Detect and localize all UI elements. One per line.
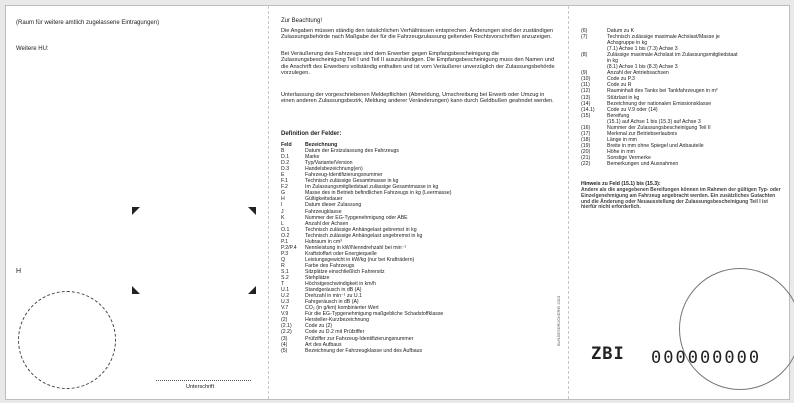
field-description: Datum zu K (607, 28, 635, 34)
field-code: (2.2) (281, 329, 292, 336)
field-code: F.1 (281, 178, 288, 185)
field-code: (9) (581, 70, 588, 77)
field-description: Rauminhalt des Tanks bei Tankfahrzeugen in m³ (607, 88, 718, 95)
field-description: Für die EG-Typgenehmigung maßgebliche Schadstoffklasse (305, 311, 444, 318)
field-description: Anzahl der Achsen (305, 220, 349, 227)
field-code: (17) (581, 130, 591, 137)
field-description: Code zu V.9 oder (14) (607, 106, 658, 113)
field-code: (21) (581, 154, 591, 161)
field-description: (7.1) Achse 1 bis (7.3) Achse 3 (607, 46, 678, 53)
field-definition-rows (281, 148, 557, 354)
field-code: (5) (281, 347, 288, 354)
field-description: Im Zulassungsmitgliedstaat zulässige Gesamtmasse in kg (305, 184, 439, 191)
field-description: Drehzahl in min⁻¹ zu U.1 (305, 293, 362, 300)
field-code: (22) (581, 161, 591, 168)
field-description: Bezeichnung der nationalen Emissionsklasse (607, 100, 712, 107)
field-description: Datum der Erstzulassung des Fahrzeugs (305, 148, 399, 155)
field-description: Merkmal zur Betriebserlaubnis (607, 130, 678, 137)
field-code: O.2 (281, 232, 290, 239)
field-code: U.2 (281, 293, 290, 300)
field-description: Code zu P.3 (607, 76, 635, 83)
field-description: (15.1) auf Achse 1 bis (15.3) auf Achse 3 (607, 118, 701, 125)
document-number: 000000000 (651, 348, 762, 368)
field-row (581, 161, 785, 167)
field-code: L (281, 220, 284, 227)
field-description: Technisch zulässige maximale Achslast/Masse je (607, 34, 720, 41)
field-description: Handelsbezeichnung(en) (305, 166, 363, 173)
notice-paragraph-2: Bei Veräußerung des Fahrzeugs sind dem Erwerber gegen Empfangsbescheinigung die Zulassungsbescheinigung Teil I und Teil II auszuhändigen. Die Empfangsbescheinigung muss den Namen und die Anschrift des Erwerbers vollständig enthalten und ist vom Veräußerer unverzüglich der Zulassungsbehörde vorzulegen. (281, 51, 555, 77)
field-description: Code zu D.2 mit Prüfziffer (305, 329, 365, 336)
field-code: (18) (581, 136, 591, 143)
stamp-circle (18, 291, 116, 389)
further-hu-label: Weitere HU: (16, 46, 49, 52)
field-code: D.2 (281, 160, 290, 167)
field-description: Masse des in Betrieb befindlichen Fahrzeugs in kg (Leermasse) (305, 190, 452, 197)
field-description: Achsgruppe in kg (607, 40, 648, 47)
field-description: Technisch zulässige Gesamtmasse in kg (305, 178, 399, 185)
field-code: I (281, 202, 283, 209)
corner-mark-top-right (248, 207, 256, 215)
field-code: (7) (581, 34, 588, 41)
field-code: (8) (581, 52, 588, 59)
bezeichnung-header: Bezeichnung (305, 142, 338, 148)
field-description: Farbe des Fahrzeugs (305, 262, 355, 269)
registration-document (5, 5, 790, 400)
field-description: Nummer der Zulassungsbescheinigung Teil II (607, 124, 711, 131)
field-code: (15) (581, 112, 591, 119)
field-description: in kg (607, 58, 618, 65)
field-code: (14.1) (581, 106, 595, 113)
field-code: Q (281, 256, 286, 263)
field-description: Stützlast in kg (607, 94, 640, 101)
field-code: (12) (581, 88, 591, 95)
field-description: Sitzplätze einschließlich Fahrersitz (305, 268, 385, 275)
field-definitions-continued (581, 28, 785, 167)
field-code: (11) (581, 82, 590, 89)
field-description: Code zu R (607, 82, 632, 89)
field-code: B (281, 148, 285, 155)
field-description: Code zu (2) (305, 323, 333, 330)
field-code: (10) (581, 76, 591, 83)
notice-title: Zur Beachtung! (281, 18, 323, 24)
field-description: Datum dieser Zulassung (305, 202, 362, 209)
right-panel (569, 6, 789, 399)
notice-paragraph-3: Unterlassung der vorgeschriebenen Meldepflichten (Abmeldung, Umschreibung bei Erwerb oder Umzug in einen anderen Zulassungsbezirk, Meldung anderer Veränderungen) kann durch Geldbußen geahndet werden. (281, 92, 554, 105)
field-description: Kraftstoffart oder Energiequelle (305, 250, 377, 257)
field-description: Anzahl der Antriebsachsen (607, 70, 669, 77)
field-description: Fahrzeugklasse (305, 208, 342, 215)
left-panel (6, 6, 269, 399)
notice-paragraph-1: Die Angaben müssen ständig den tatsächlichen Verhältnissen entsprechen. Änderungen sind der zuständigen Zulassungsbehörde nach Maßgabe der für die Fahrzeugzulassung geltenden Rechtsvorschriften anzuzeigen. (281, 28, 554, 41)
field-code: U.1 (281, 287, 290, 294)
field-description: Marke (305, 154, 320, 161)
field-code: T (281, 281, 285, 288)
field-description: Hersteller-Kurzbezeichnung (305, 317, 370, 324)
field-code: F.2 (281, 184, 288, 191)
field-description: Höchstgeschwindigkeit in km/h (305, 281, 376, 288)
field-code: S.2 (281, 275, 289, 282)
field-definitions-title: Definition der Felder: (281, 131, 342, 137)
signature-line (156, 380, 251, 381)
corner-mark-bottom-right (248, 286, 256, 294)
field-code: U.3 (281, 299, 290, 306)
tire-note-title: Hinweis zu Feld (15.1) bis (15.3): (581, 181, 661, 187)
field-description: Technisch zulässige Anhängelast gebremst in kg (305, 226, 417, 233)
field-code: V.9 (281, 311, 289, 318)
zbi-label: ZBI (591, 344, 625, 364)
feld-header: Feld (281, 142, 292, 148)
field-code: (14) (581, 100, 591, 107)
field-definitions-table (281, 142, 557, 354)
field-code: P.3 (281, 250, 289, 257)
field-description: Länge in mm (607, 136, 637, 143)
field-description: (8.1) Achse 1 bis (8.3) Achse 3 (607, 64, 678, 71)
field-code: D.1 (281, 154, 290, 161)
field-description: Bemerkungen und Ausnahmen (607, 161, 679, 168)
h-label: H (16, 268, 22, 275)
middle-panel (269, 6, 569, 399)
field-description: Hubraum in cm³ (305, 238, 342, 245)
printer-note: BUNDESDRUCKEREI 2013 (556, 295, 561, 346)
field-code: P.1 (281, 238, 289, 245)
field-description: Leistungsgewicht in kW/kg (nur bei Krafträdern) (305, 256, 415, 263)
field-code: K (281, 214, 285, 221)
field-code: R (281, 262, 285, 269)
field-code: D.3 (281, 166, 290, 173)
field-description: Sonstige Vermerke (607, 154, 651, 161)
stamp-corner-marks (130, 206, 270, 306)
field-code: (2.1) (281, 323, 292, 330)
field-code: J (281, 208, 284, 215)
tire-note-text: Andere als die angegebenen Bereifungen können im Rahmen der gültigen Typ- oder Einzelgenehmigung am Fahrzeug angebracht werden. Ein zusätzliches Gutachten und die Änderung oder Neuausstellung der Zulassungsbescheinigung Teil I ist hierfür nicht erforderlich. (581, 187, 781, 211)
additional-entries-note: (Raum für weitere amtlich zugelassene Eintragungen) (16, 20, 160, 26)
field-description: Zulässige maximale Achslast im Zulassungsmitgliedstaat (607, 52, 738, 59)
field-code: S.1 (281, 268, 289, 275)
corner-mark-top-left (132, 207, 140, 215)
field-code: (3) (281, 335, 288, 342)
signature-label: Unterschrift (186, 384, 215, 390)
field-code: P.2/P.4 (281, 244, 297, 251)
field-description: Prüfziffer zur Fahrzeug-Identifizierungsnummer (305, 335, 414, 342)
field-description: Typ/Variante/Version (305, 160, 353, 167)
field-description: Nennleistung in kW/Nenndrehzahl bei min⁻¹ (305, 244, 407, 251)
field-description: Art des Aufbaus (305, 341, 342, 348)
field-code: (16) (581, 124, 591, 131)
field-description: Fahrzeug-Identifizierungsnummer (305, 172, 383, 179)
field-description: Nummer der EG-Typgenehmigung oder ABE (305, 214, 408, 221)
field-code: (13) (581, 94, 591, 101)
field-code: (4) (281, 341, 288, 348)
field-code: (2) (281, 317, 288, 324)
field-code: H (281, 196, 285, 203)
field-description: Fahrgeräusch in dB (A) (305, 299, 359, 306)
field-description: CO₂ (in g/km) kombinierter Wert (305, 305, 379, 312)
field-description: Stehplätze (305, 275, 330, 282)
field-description: Breite in mm ohne Spiegel und Anbauteile (607, 142, 704, 149)
field-description: Technisch zulässige Anhängelast ungebremst in kg (305, 232, 423, 239)
field-code: V.7 (281, 305, 289, 312)
field-code: O.1 (281, 226, 290, 233)
field-description: Gültigkeitsdauer (305, 196, 343, 203)
field-code: E (281, 172, 285, 179)
field-code: (20) (581, 148, 591, 155)
field-code: (6) (581, 28, 588, 34)
field-code: G (281, 190, 286, 197)
field-description: Höhe in mm (607, 148, 635, 155)
corner-mark-bottom-left (132, 286, 140, 294)
field-code: (19) (581, 142, 591, 149)
field-description: Bereifung (607, 112, 630, 119)
field-description: Standgeräusch in dB (A) (305, 287, 362, 294)
seal-circle (679, 268, 794, 390)
field-row (281, 348, 557, 354)
field-description: Bezeichnung der Fahrzeugklasse und des Aufbaus (305, 347, 423, 354)
